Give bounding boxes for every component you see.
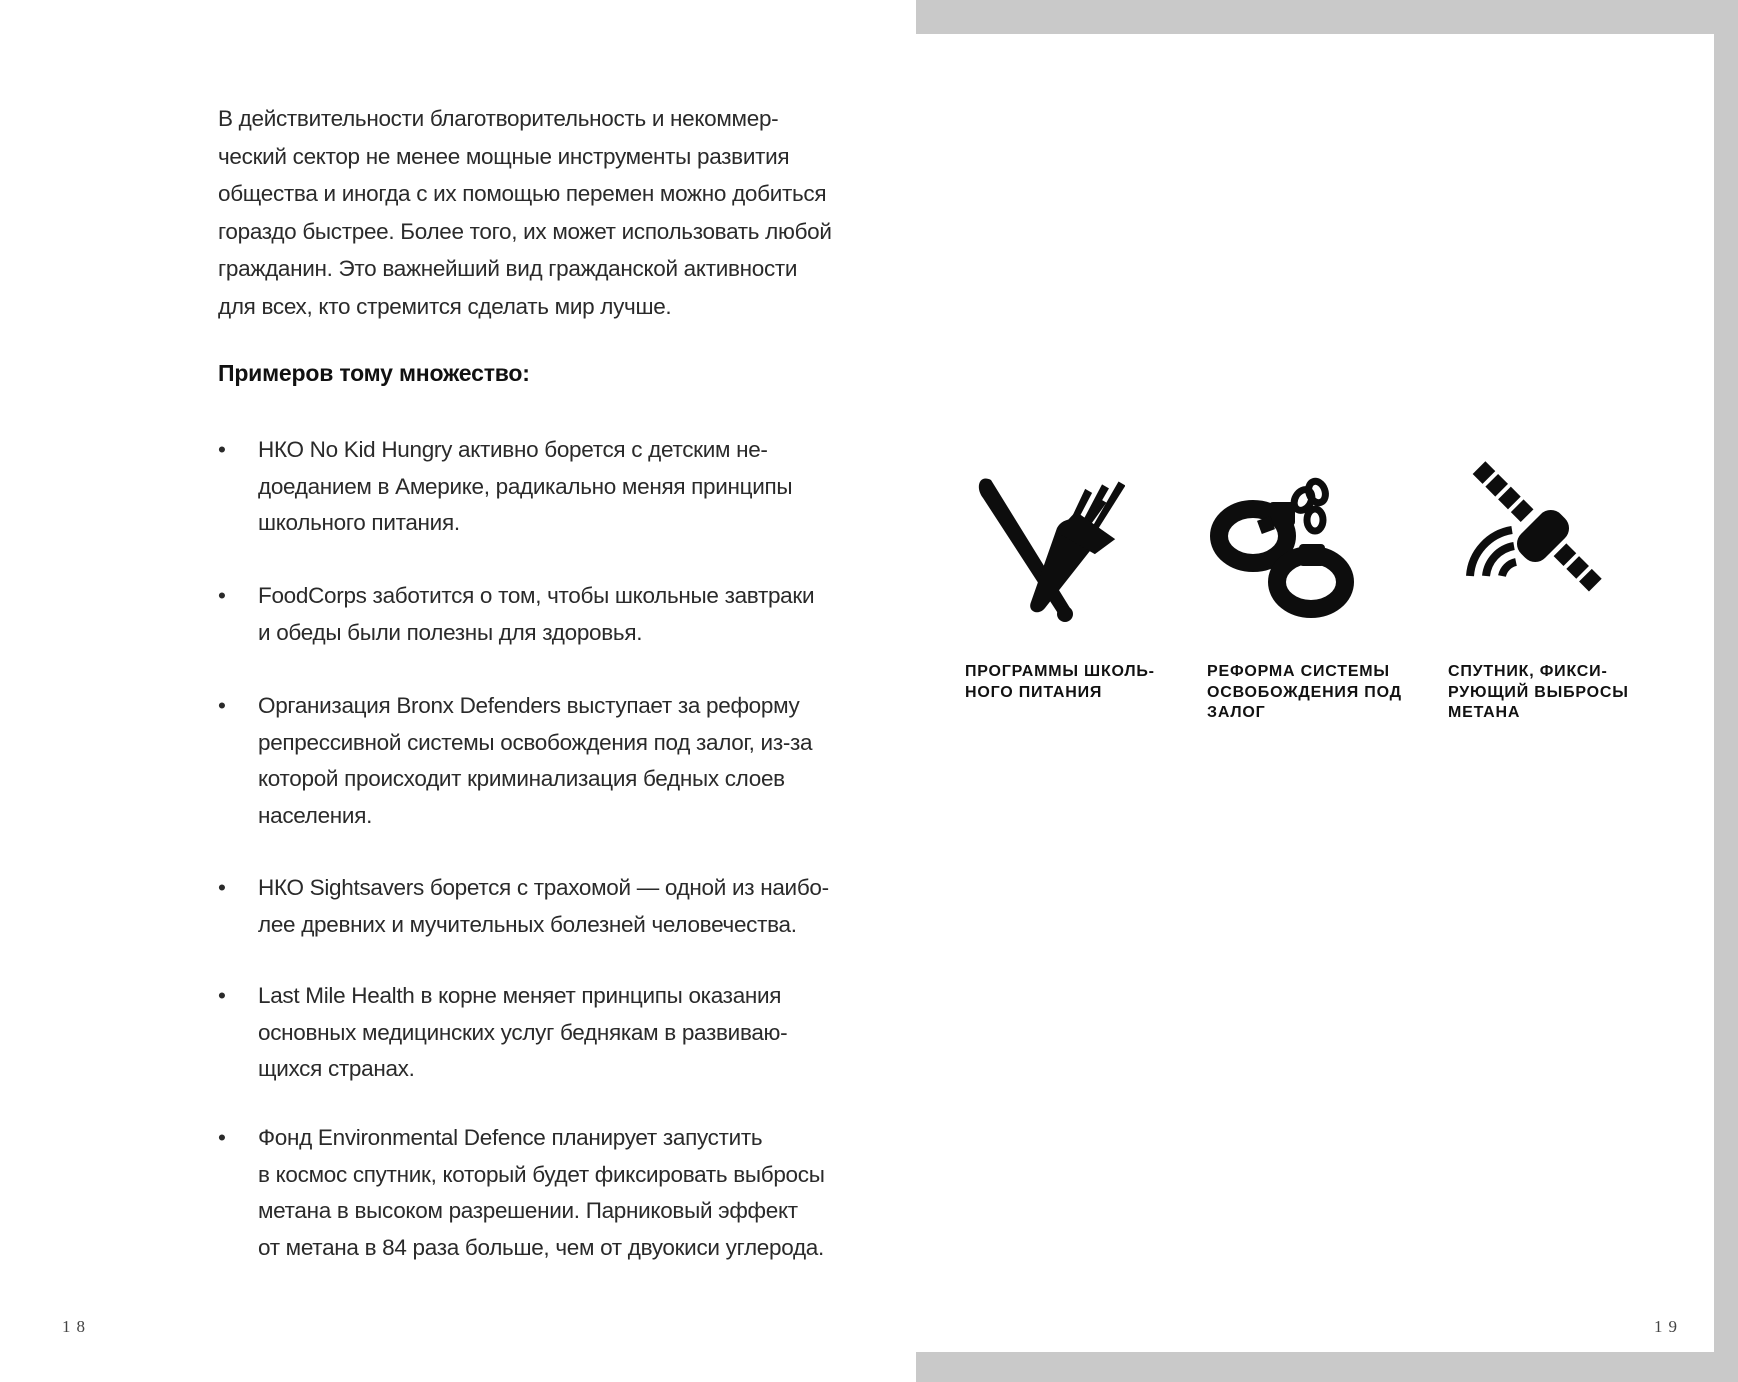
caption-line: МЕТАНА — [1448, 704, 1521, 721]
caption-line: ПРОГРАММЫ ШКОЛЬ- — [965, 663, 1155, 680]
example-text — [258, 688, 818, 834]
example-line: основных медицинских услуг беднякам в развиваю- — [258, 1019, 788, 1045]
example-line: в космос спутник, который будет фиксировать выбросы — [258, 1161, 825, 1187]
example-line: Организация Bronx Defenders выступает за реформу — [258, 693, 800, 718]
example-line: FoodCorps заботится о том, чтобы школьные завтраки — [258, 583, 815, 608]
example-text — [258, 432, 818, 542]
caption-line: СПУТНИК, ФИКСИ- — [1448, 663, 1608, 680]
icon-caption — [965, 662, 1165, 703]
example-text — [258, 578, 818, 651]
example-line: метана в высоком разрешении. Парниковый эффект — [258, 1198, 798, 1223]
example-item — [218, 870, 829, 944]
page-number-left: 18 — [62, 1317, 91, 1336]
intro-line: для всех, кто стремится сделать мир лучше. — [218, 293, 672, 319]
example-line: доеданием в Америке, радикально меняя принципы — [258, 473, 793, 499]
example-text — [258, 978, 818, 1088]
caption-line: РЕФОРМА СИСТЕМЫ — [1207, 663, 1390, 680]
bullet: • — [218, 875, 226, 900]
example-item — [218, 978, 818, 1088]
bullet: • — [218, 983, 226, 1008]
example-line: населения. — [258, 802, 373, 828]
intro-line: гораздо быстрее. Более того, их может использовать любой — [218, 218, 832, 244]
bullet: • — [218, 1125, 226, 1150]
icon-block-bail-reform — [1207, 458, 1407, 724]
example-item — [218, 578, 818, 652]
example-line: НКО No Kid Hungry активно борется с детским не- — [258, 437, 768, 462]
intro-line: ческий сектор не менее мощные инструменты развития — [218, 143, 790, 169]
right-page — [916, 34, 1714, 1352]
intro-line: В действительности благотворительность и некоммер- — [218, 106, 779, 131]
example-line: Фонд Environmental Defence планирует запустить — [258, 1125, 763, 1150]
caption-line: РУЮЩИЙ ВЫБРОСЫ — [1448, 683, 1629, 701]
example-line: щихся странах. — [258, 1056, 415, 1081]
example-item — [218, 432, 818, 542]
example-line: репрессивной системы освобождения под залог, из-за — [258, 729, 813, 755]
bullet: • — [218, 693, 226, 718]
bullet: • — [218, 583, 226, 608]
example-item — [218, 1120, 825, 1268]
handcuffs-icon — [1207, 458, 1367, 628]
example-item — [218, 688, 818, 836]
icon-caption — [1207, 662, 1407, 724]
bullet: • — [218, 437, 226, 462]
caption-line: ОСВОБОЖДЕНИЯ ПОД — [1207, 683, 1402, 701]
caption-line: НОГО ПИТАНИЯ — [965, 683, 1103, 701]
caption-line: ЗАЛОГ — [1207, 704, 1266, 721]
intro-line: общества и иногда с их помощью перемен можно добиться — [218, 181, 827, 206]
example-line: школьного питания. — [258, 510, 460, 535]
example-text — [258, 1120, 825, 1266]
example-text — [258, 870, 829, 943]
example-line: НКО Sightsavers борется с трахомой — одной из наибо- — [258, 875, 829, 900]
intro-paragraph — [218, 100, 832, 325]
icon-caption — [1448, 662, 1648, 724]
icon-block-satellite — [1448, 458, 1648, 724]
knife-fork-icon — [965, 458, 1125, 628]
examples-heading: Примеров тому множество: — [218, 360, 530, 386]
example-line: и обеды были полезны для здоровья. — [258, 619, 643, 645]
intro-line: гражданин. Это важнейший вид гражданской активности — [218, 256, 798, 281]
example-line: которой происходит криминализация бедных слоев — [258, 766, 785, 791]
example-line: от метана в 84 раза больше, чем от двуокиси углерода. — [258, 1234, 824, 1260]
example-line: лее древних и мучительных болезней человечества. — [258, 911, 797, 937]
satellite-icon — [1448, 458, 1608, 628]
example-line: Last Mile Health в корне меняет принципы оказания — [258, 983, 782, 1008]
icon-block-school-food — [965, 458, 1165, 703]
page-number-right: 19 — [1654, 1317, 1683, 1336]
